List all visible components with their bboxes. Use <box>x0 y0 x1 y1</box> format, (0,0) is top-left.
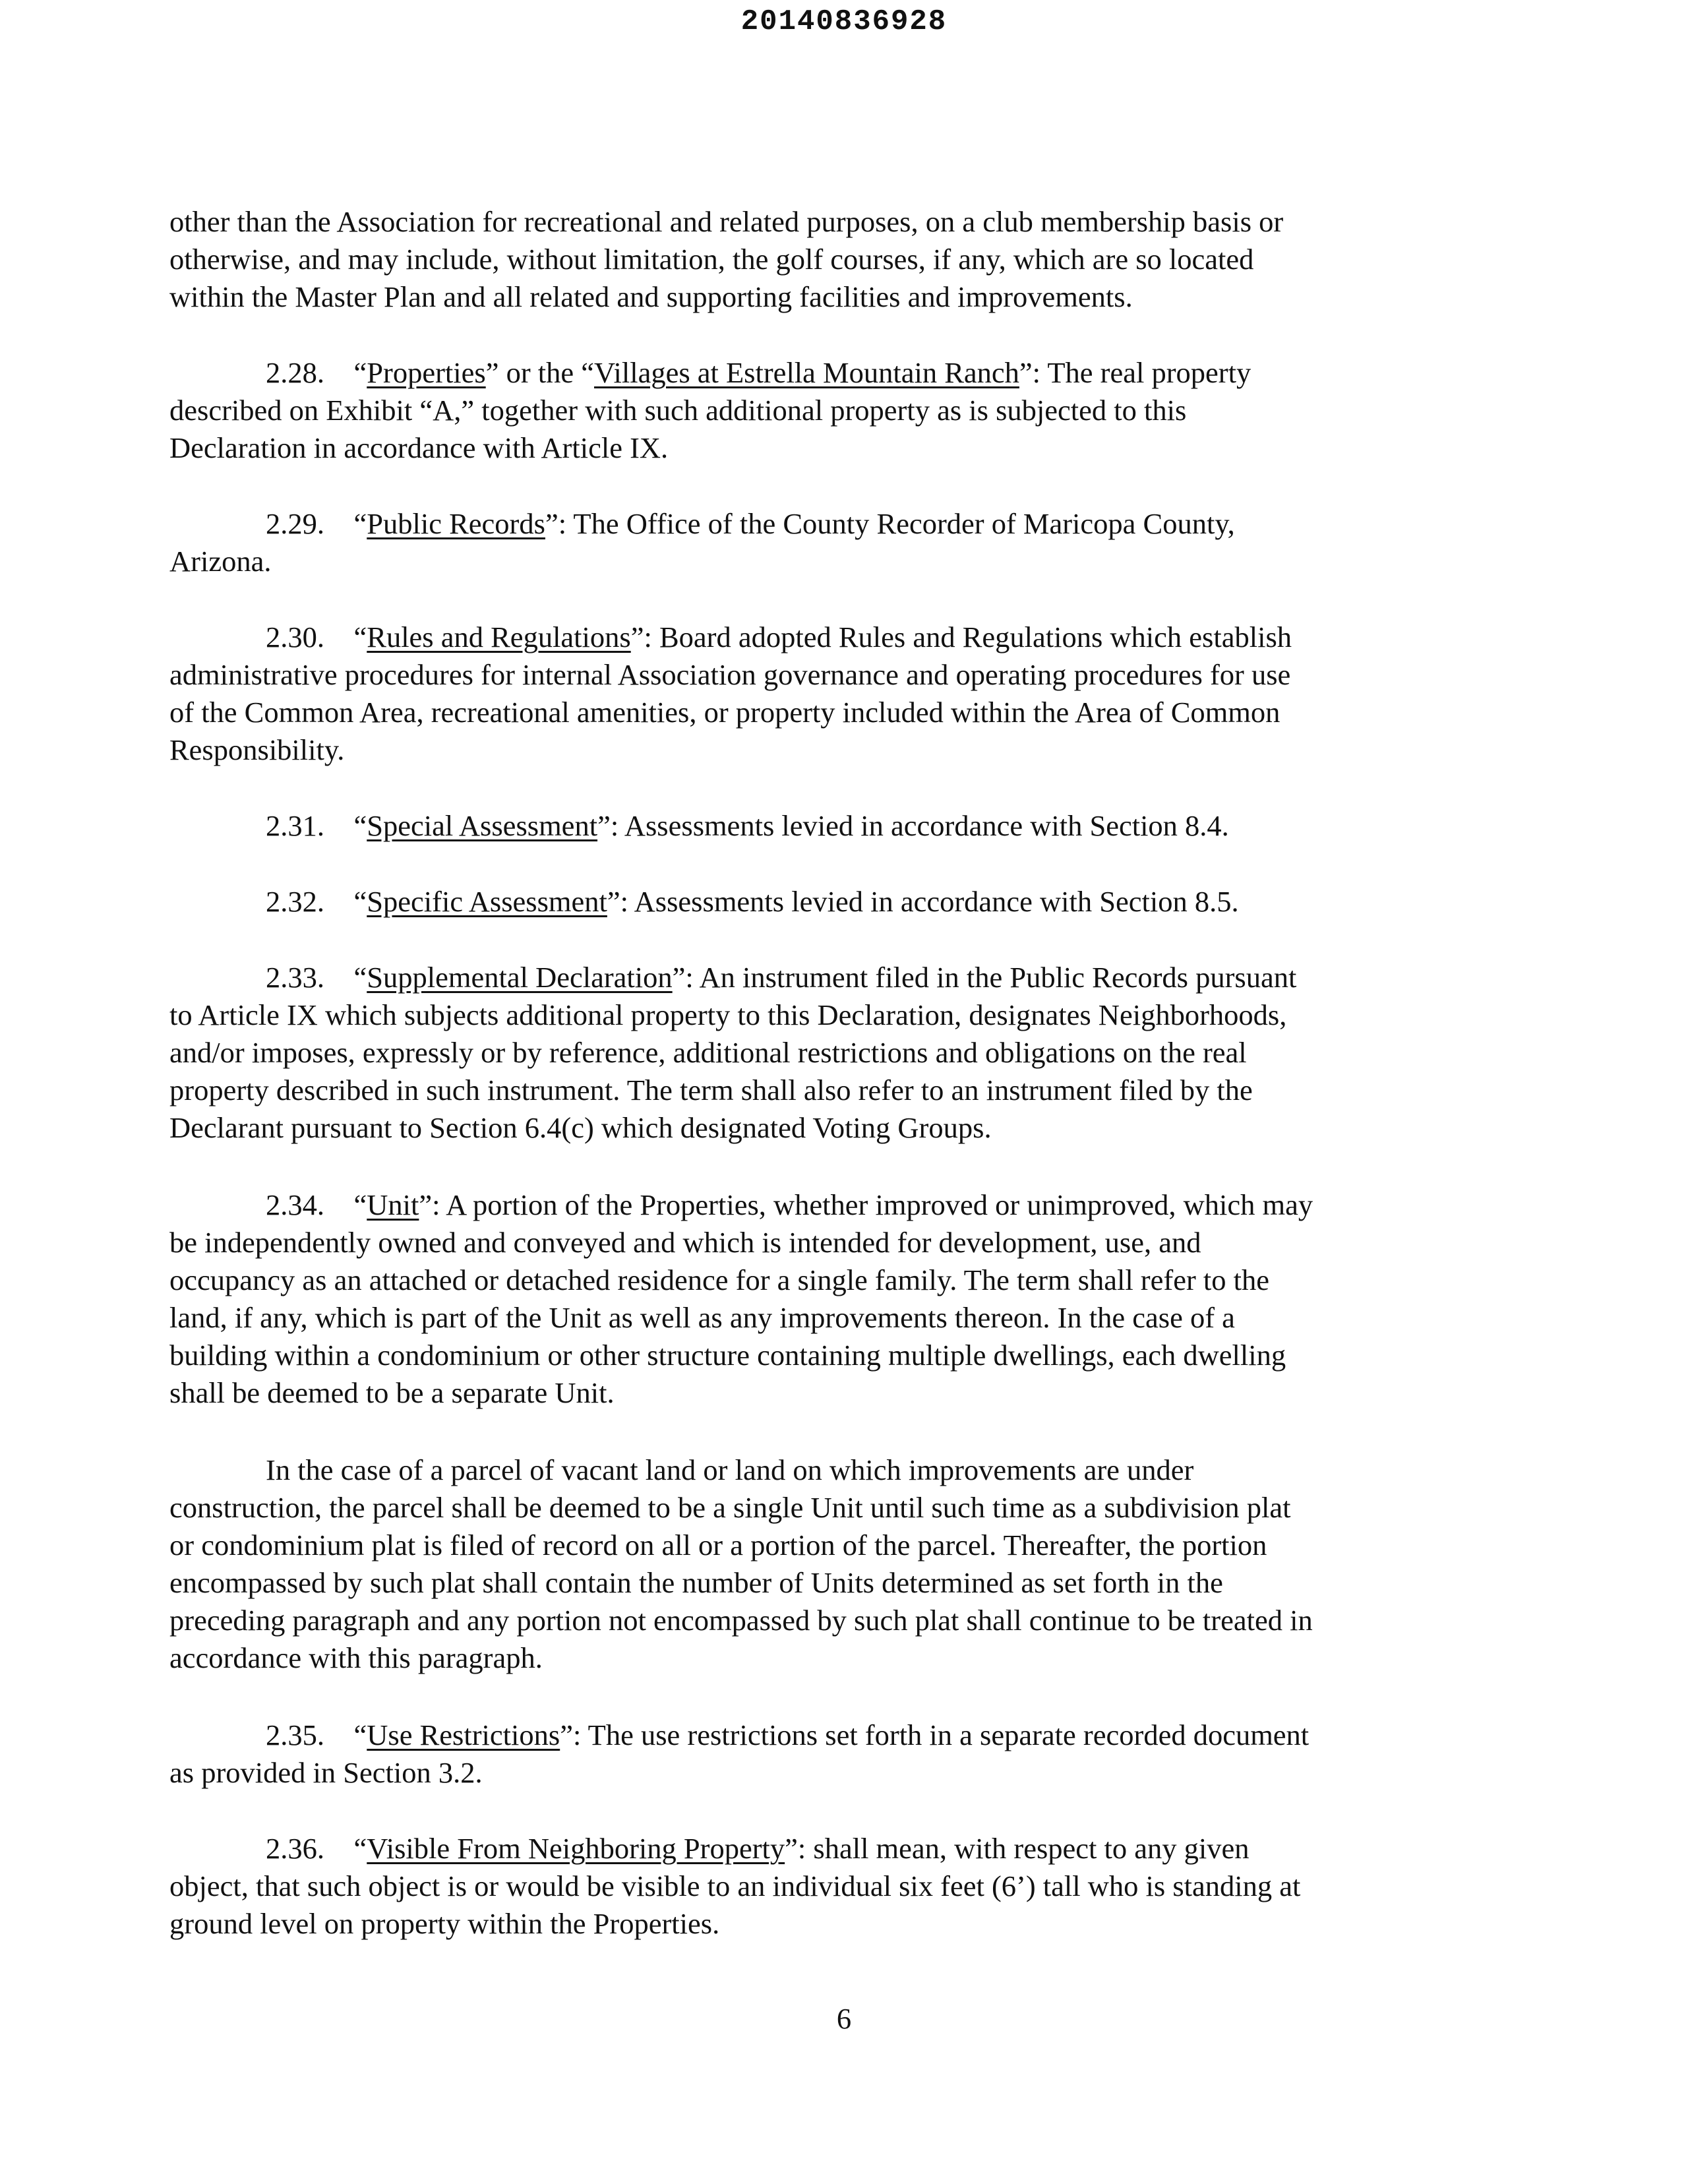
text-line: described on Exhibit “A,” together with such additional property as is subjected to this <box>169 394 1187 427</box>
definition-2-30 <box>169 619 1488 769</box>
definition-text: ”: Assessments levied in accordance with Section 8.4. <box>597 809 1229 842</box>
paragraph-unit-parcel <box>169 1451 1488 1677</box>
section-number: 2.28. <box>266 356 324 389</box>
text-line: Declarant pursuant to Section 6.4(c) which designated Voting Groups. <box>169 1111 992 1144</box>
text-line: or condominium plat is filed of record on all or a portion of the parcel. Thereafter, the portion <box>169 1529 1267 1562</box>
text-line: encompassed by such plat shall contain the number of Units determined as set forth in the <box>169 1566 1223 1599</box>
page-number: 6 <box>836 2002 852 2035</box>
section-number: 2.29. <box>266 507 324 540</box>
text-line: Arizona. <box>169 545 272 578</box>
text-line: preceding paragraph and any portion not encompassed by such plat shall continue to be treated in <box>169 1604 1313 1637</box>
text-line: within the Master Plan and all related and supporting facilities and improvements. <box>169 280 1133 313</box>
text-line: be independently owned and conveyed and which is intended for development, use, and <box>169 1226 1201 1259</box>
definition-2-32 <box>169 883 1488 921</box>
definition-text: ”: shall mean, with respect to any given <box>785 1832 1250 1865</box>
text-line: shall be deemed to be a separate Unit. <box>169 1376 615 1409</box>
defined-term: Public Records <box>367 507 545 540</box>
defined-term: Properties <box>367 356 486 389</box>
definition-first-line: 2.28. “Properties” or the “Villages at Estrella Mountain Ranch”: The real property <box>266 356 1251 389</box>
section-number: 2.31. <box>266 809 324 842</box>
text-line: property described in such instrument. The term shall also refer to an instrument filed by the <box>169 1074 1253 1107</box>
definition-2-33 <box>169 959 1488 1147</box>
section-number: 2.32. <box>266 885 324 918</box>
section-number: 2.35. <box>266 1718 324 1751</box>
defined-term: Rules and Regulations <box>367 621 631 653</box>
definition-text: ”: The use restrictions set forth in a separate recorded document <box>560 1718 1310 1751</box>
term-connector: ” or the “ <box>485 356 595 389</box>
definition-2-36 <box>169 1830 1488 1943</box>
defined-term-alternate: Villages at Estrella Mountain Ranch <box>594 356 1019 389</box>
defined-term: Specific Assessment <box>367 885 607 918</box>
defined-term: Use Restrictions <box>367 1718 560 1751</box>
text-line: otherwise, and may include, without limitation, the golf courses, if any, which are so located <box>169 243 1254 276</box>
definition-first-line: 2.33. “Supplemental Declaration”: An instrument filed in the Public Records pursuant <box>266 961 1297 994</box>
document-number: 20140836928 <box>740 5 948 38</box>
definition-text: ”: The Office of the County Recorder of Maricopa County, <box>545 507 1235 540</box>
definition-text: ”: Board adopted Rules and Regulations which establish <box>630 621 1292 653</box>
definition-text: ”: A portion of the Properties, whether improved or unimproved, which may <box>419 1188 1313 1221</box>
text-line: construction, the parcel shall be deemed to be a single Unit until such time as a subdivision plat <box>169 1491 1291 1524</box>
defined-term: Special Assessment <box>367 809 598 842</box>
definition-2-29 <box>169 505 1488 580</box>
definition-2-35 <box>169 1716 1488 1792</box>
section-number: 2.36. <box>266 1832 324 1865</box>
definition-first-line: 2.34. “Unit”: A portion of the Properties, whether improved or unimproved, which may <box>266 1188 1313 1221</box>
section-number: 2.33. <box>266 961 324 994</box>
definition-2-34 <box>169 1186 1488 1412</box>
text-line: as provided in Section 3.2. <box>169 1756 483 1789</box>
text-line: building within a condominium or other structure containing multiple dwellings, each dwelling <box>169 1339 1286 1372</box>
text-line: and/or imposes, expressly or by reference, additional restrictions and obligations on the real <box>169 1036 1247 1069</box>
text-line: accordance with this paragraph. <box>169 1641 543 1674</box>
text-line: administrative procedures for internal Association governance and operating procedures for use <box>169 658 1291 691</box>
definition-2-28 <box>169 354 1488 467</box>
definition-first-line: 2.35. “Use Restrictions”: The use restrictions set forth in a separate recorded document <box>266 1718 1310 1751</box>
paragraph-continuation <box>169 203 1488 316</box>
text-line: land, if any, which is part of the Unit as well as any improvements thereon. In the case of a <box>169 1301 1235 1334</box>
text-line: ground level on property within the Properties. <box>169 1907 720 1940</box>
defined-term: Supplemental Declaration <box>367 961 673 994</box>
definition-first-line: 2.29. “Public Records”: The Office of the County Recorder of Maricopa County, <box>266 507 1235 540</box>
text-line: Responsibility. <box>169 733 345 766</box>
text-line: object, that such object is or would be visible to an individual six feet (6’) tall who is standing at <box>169 1869 1301 1902</box>
text-line: In the case of a parcel of vacant land or land on which improvements are under <box>266 1453 1194 1486</box>
definition-text: ”: An instrument filed in the Public Records pursuant <box>672 961 1297 994</box>
section-number: 2.30. <box>266 621 324 653</box>
definition-text: ”: The real property <box>1019 356 1251 389</box>
defined-term: Visible From Neighboring Property <box>367 1832 785 1865</box>
text-line: of the Common Area, recreational amenities, or property included within the Area of Common <box>169 696 1281 729</box>
section-number: 2.34. <box>266 1188 324 1221</box>
definition-2-31 <box>169 807 1488 845</box>
text-line: to Article IX which subjects additional property to this Declaration, designates Neighborhoods, <box>169 998 1287 1031</box>
defined-term: Unit <box>367 1188 419 1221</box>
definition-first-line: 2.36. “Visible From Neighboring Property”: shall mean, with respect to any given <box>266 1832 1250 1865</box>
definition-text: ”: Assessments levied in accordance with Section 8.5. <box>607 885 1239 918</box>
definition-first-line: 2.32. “Specific Assessment”: Assessments levied in accordance with Section 8.5. <box>266 885 1239 918</box>
definition-first-line: 2.31. “Special Assessment”: Assessments levied in accordance with Section 8.4. <box>266 809 1229 842</box>
text-line: occupancy as an attached or detached residence for a single family. The term shall refer to the <box>169 1263 1269 1296</box>
definition-first-line: 2.30. “Rules and Regulations”: Board adopted Rules and Regulations which establish <box>266 621 1292 653</box>
text-line: Declaration in accordance with Article IX. <box>169 431 669 464</box>
text-line: other than the Association for recreational and related purposes, on a club membership basis or <box>169 205 1284 238</box>
